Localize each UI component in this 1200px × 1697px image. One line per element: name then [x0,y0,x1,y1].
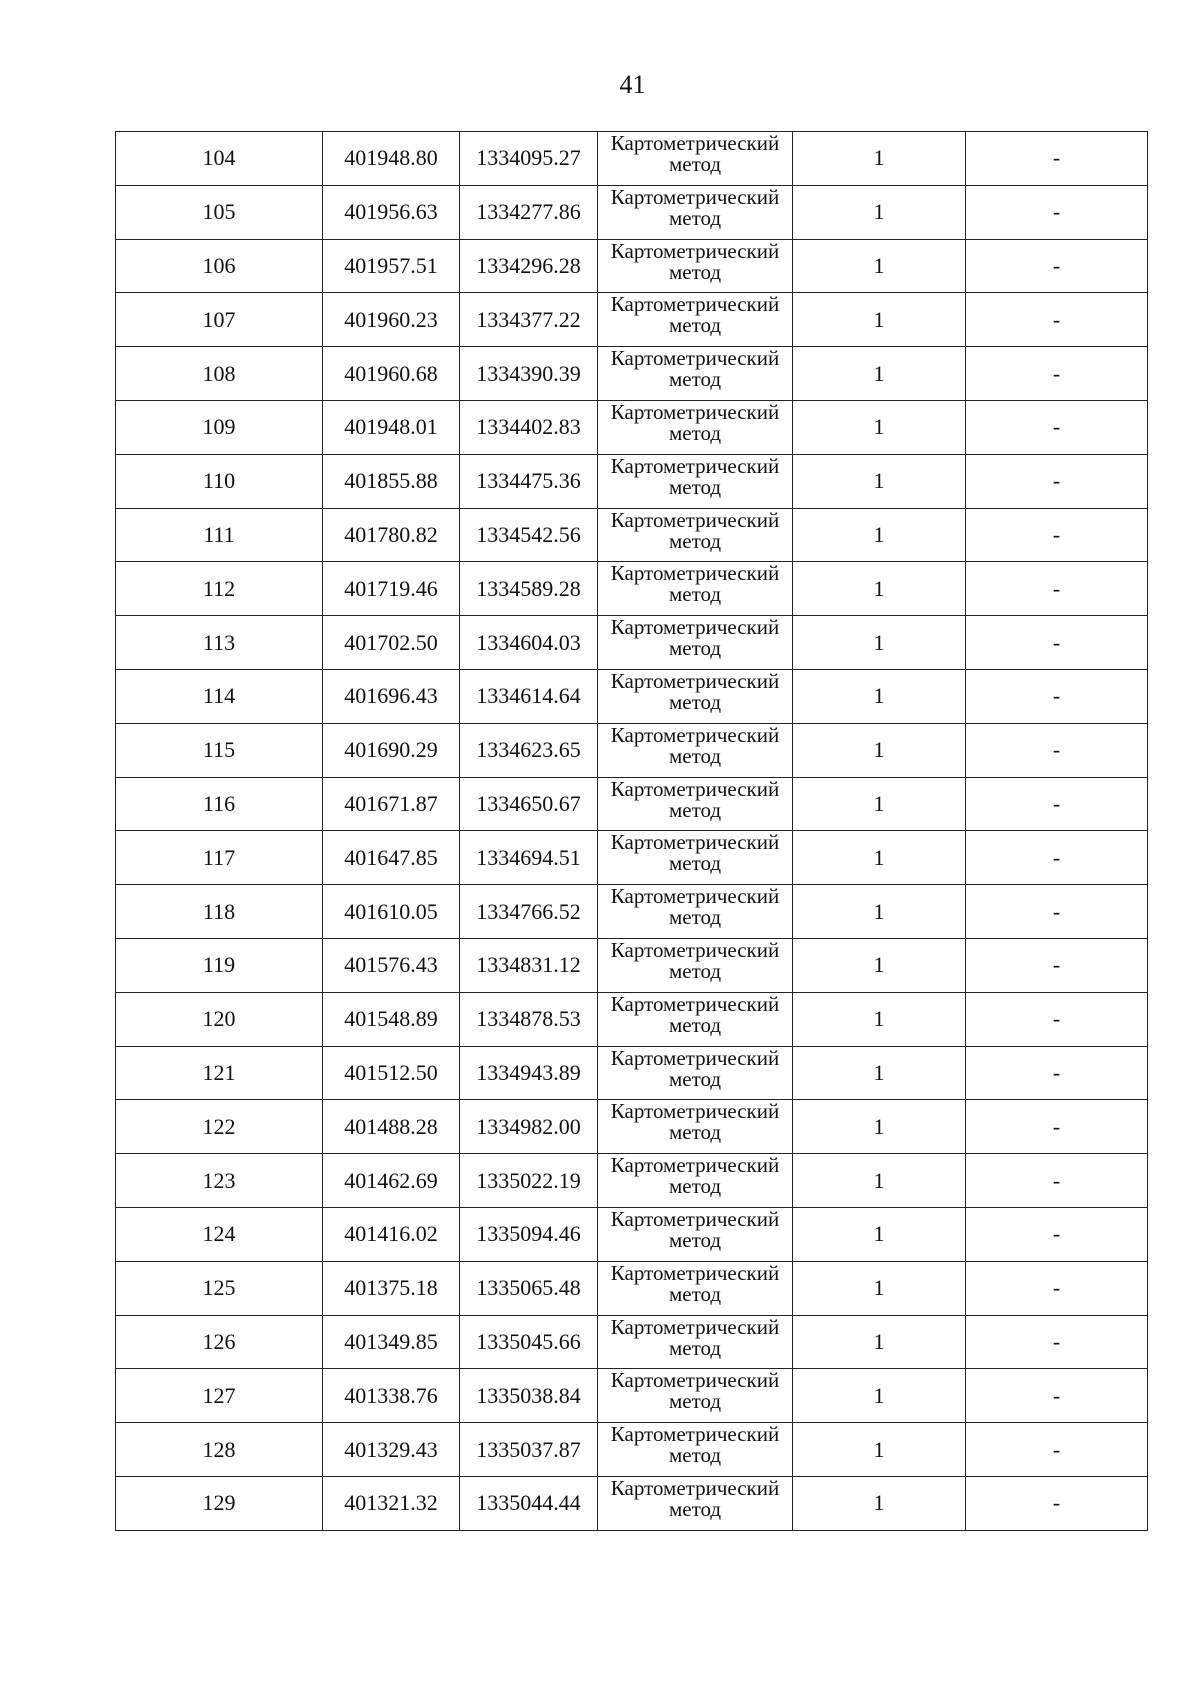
table-row [116,185,1148,239]
table-row [116,992,1148,1046]
method-line-1: Картометрический [610,292,780,317]
note-cell: - [966,562,1148,616]
accuracy-cell: 1 [793,1423,966,1477]
accuracy-cell: 1 [793,1154,966,1208]
method-cell [598,1154,793,1208]
point-number-cell: 116 [116,777,323,831]
coordinate-y-cell: 1334402.83 [460,400,598,454]
method-cell [598,1261,793,1315]
coordinate-x-cell: 401780.82 [323,508,460,562]
method-cell [598,239,793,293]
point-number-cell: 129 [116,1476,323,1530]
method-cell [598,185,793,239]
method-line-1: Картометрический [610,992,780,1016]
method-line-2: метод [668,1389,722,1414]
accuracy-cell: 1 [793,185,966,239]
method-line-1: Картометрический [610,346,780,371]
point-number-cell: 112 [116,562,323,616]
method-cell [598,1100,793,1154]
coordinate-x-cell: 401960.68 [323,347,460,401]
coordinate-x-cell: 401696.43 [323,669,460,723]
method-line-1: Картометрический [610,830,780,855]
note-cell: - [966,938,1148,992]
note-cell: - [966,1046,1148,1100]
method-line-1: Картометрический [610,723,780,747]
note-cell: - [966,1100,1148,1154]
method-line-2: метод [668,259,722,284]
method-line-1: Картометрический [610,615,780,640]
accuracy-cell: 1 [793,1476,966,1530]
table-row [116,562,1148,616]
coordinate-y-cell: 1335045.66 [460,1315,598,1369]
note-cell: - [966,1476,1148,1530]
coordinate-x-cell: 401488.28 [323,1100,460,1154]
coordinate-x-cell: 401702.50 [323,616,460,670]
point-number-cell: 113 [116,616,323,670]
table-row [116,400,1148,454]
method-line-1: Картометрический [610,508,780,532]
accuracy-cell: 1 [793,454,966,508]
table-row [116,723,1148,777]
coordinate-x-cell: 401948.01 [323,400,460,454]
coordinate-y-cell: 1335038.84 [460,1369,598,1423]
coordinate-y-cell: 1334095.27 [460,132,598,186]
point-number-cell: 107 [116,293,323,347]
coordinate-y-cell: 1334694.51 [460,831,598,885]
coordinate-x-cell: 401948.80 [323,132,460,186]
method-line-1: Картометрический [610,669,780,693]
point-number-cell: 125 [116,1261,323,1315]
coordinate-y-cell: 1334623.65 [460,723,598,777]
coordinate-x-cell: 401671.87 [323,777,460,831]
accuracy-cell: 1 [793,508,966,562]
accuracy-cell: 1 [793,347,966,401]
method-line-2: метод [668,1120,722,1145]
coordinate-y-cell: 1334878.53 [460,992,598,1046]
method-line-2: метод [668,528,722,553]
method-cell [598,400,793,454]
method-line-1: Картометрический [610,1099,780,1124]
note-cell: - [966,132,1148,186]
table-row [116,1261,1148,1315]
note-cell: - [966,293,1148,347]
coordinate-y-cell: 1334542.56 [460,508,598,562]
method-cell [598,1369,793,1423]
point-number-cell: 127 [116,1369,323,1423]
point-number-cell: 117 [116,831,323,885]
coordinate-x-cell: 401462.69 [323,1154,460,1208]
note-cell: - [966,885,1148,939]
coordinate-y-cell: 1335022.19 [460,1154,598,1208]
accuracy-cell: 1 [793,723,966,777]
table-row [116,132,1148,186]
note-cell: - [966,1315,1148,1369]
method-line-1: Картометрический [610,1261,780,1285]
table-row [116,777,1148,831]
method-line-2: метод [668,205,722,230]
table-row [116,1100,1148,1154]
table-row [116,1369,1148,1423]
method-cell [598,831,793,885]
method-line-1: Картометрический [610,454,780,478]
method-line-1: Картометрический [610,1153,780,1178]
table-row [116,293,1148,347]
method-cell [598,132,793,186]
table-row [116,1315,1148,1369]
point-number-cell: 124 [116,1207,323,1261]
method-line-1: Картометрический [610,1476,780,1500]
coordinate-y-cell: 1335044.44 [460,1476,598,1530]
table-row [116,347,1148,401]
coordinate-y-cell: 1335065.48 [460,1261,598,1315]
method-line-1: Картометрический [610,1422,780,1447]
coordinate-x-cell: 401375.18 [323,1261,460,1315]
accuracy-cell: 1 [793,1100,966,1154]
note-cell: - [966,1261,1148,1315]
method-cell [598,1207,793,1261]
method-cell [598,562,793,616]
method-line-2: метод [668,1012,722,1037]
method-line-2: метод [668,152,722,176]
method-line-2: метод [668,420,722,445]
table-row [116,1423,1148,1477]
point-number-cell: 126 [116,1315,323,1369]
method-cell [598,992,793,1046]
method-cell [598,454,793,508]
coordinate-y-cell: 1334296.28 [460,239,598,293]
accuracy-cell: 1 [793,400,966,454]
coordinate-x-cell: 401647.85 [323,831,460,885]
point-number-cell: 118 [116,885,323,939]
note-cell: - [966,777,1148,831]
accuracy-cell: 1 [793,1369,966,1423]
table-row [116,938,1148,992]
method-line-2: метод [668,313,722,338]
coordinate-x-cell: 401956.63 [323,185,460,239]
point-number-cell: 121 [116,1046,323,1100]
table-row [116,508,1148,562]
table-row [116,1154,1148,1208]
point-number-cell: 104 [116,132,323,186]
accuracy-cell: 1 [793,1046,966,1100]
page-number: 41 [619,70,646,99]
accuracy-cell: 1 [793,669,966,723]
coordinate-x-cell: 401960.23 [323,293,460,347]
coordinate-y-cell: 1334943.89 [460,1046,598,1100]
table-row [116,1207,1148,1261]
coordinate-x-cell: 401610.05 [323,885,460,939]
accuracy-cell: 1 [793,831,966,885]
coordinate-x-cell: 401548.89 [323,992,460,1046]
note-cell: - [966,1369,1148,1423]
method-cell [598,885,793,939]
accuracy-cell: 1 [793,777,966,831]
method-line-2: метод [668,367,722,392]
table-row [116,669,1148,723]
coordinate-y-cell: 1334475.36 [460,454,598,508]
method-cell [598,777,793,831]
table-row [116,454,1148,508]
coordinate-y-cell: 1334614.64 [460,669,598,723]
note-cell: - [966,1154,1148,1208]
method-line-1: Картометрический [610,185,780,209]
accuracy-cell: 1 [793,293,966,347]
coordinates-table-body [116,132,1148,1531]
method-line-1: Картометрический [610,884,780,909]
coordinates-table [115,131,1148,1531]
method-cell [598,723,793,777]
coordinate-x-cell: 401338.76 [323,1369,460,1423]
coordinate-y-cell: 1334982.00 [460,1100,598,1154]
method-cell [598,293,793,347]
coordinate-y-cell: 1334604.03 [460,616,598,670]
table-row [116,831,1148,885]
method-line-1: Картометрический [610,239,780,263]
method-cell [598,508,793,562]
coordinate-y-cell: 1334390.39 [460,347,598,401]
point-number-cell: 123 [116,1154,323,1208]
coordinate-x-cell: 401576.43 [323,938,460,992]
note-cell: - [966,616,1148,670]
method-line-2: метод [668,958,722,983]
table-row [116,1476,1148,1530]
table-row [116,885,1148,939]
method-line-2: метод [668,905,722,930]
method-line-1: Картометрический [610,400,780,424]
method-cell [598,1046,793,1100]
accuracy-cell: 1 [793,938,966,992]
coordinate-x-cell: 401957.51 [323,239,460,293]
method-line-2: метод [668,474,722,499]
coordinate-y-cell: 1334650.67 [460,777,598,831]
note-cell: - [966,185,1148,239]
accuracy-cell: 1 [793,992,966,1046]
note-cell: - [966,508,1148,562]
method-line-2: метод [668,1227,722,1252]
accuracy-cell: 1 [793,1207,966,1261]
coordinate-x-cell: 401719.46 [323,562,460,616]
point-number-cell: 128 [116,1423,323,1477]
accuracy-cell: 1 [793,616,966,670]
coordinate-y-cell: 1334831.12 [460,938,598,992]
method-cell [598,1423,793,1477]
coordinate-x-cell: 401512.50 [323,1046,460,1100]
point-number-cell: 109 [116,400,323,454]
point-number-cell: 110 [116,454,323,508]
point-number-cell: 108 [116,347,323,401]
coordinate-x-cell: 401321.32 [323,1476,460,1530]
note-cell: - [966,669,1148,723]
note-cell: - [966,992,1148,1046]
coordinate-x-cell: 401349.85 [323,1315,460,1369]
method-line-1: Картометрический [610,131,780,155]
coordinate-x-cell: 401855.88 [323,454,460,508]
method-line-1: Картометрический [610,1046,780,1070]
point-number-cell: 115 [116,723,323,777]
coordinate-y-cell: 1334377.22 [460,293,598,347]
method-line-2: метод [668,1443,722,1468]
method-line-1: Картометрический [610,1315,780,1339]
method-line-1: Картометрический [610,1368,780,1393]
coordinate-x-cell: 401416.02 [323,1207,460,1261]
method-cell [598,669,793,723]
coordinate-y-cell: 1334589.28 [460,562,598,616]
method-line-1: Картометрический [610,938,780,962]
point-number-cell: 105 [116,185,323,239]
method-cell [598,938,793,992]
accuracy-cell: 1 [793,239,966,293]
table-row [116,239,1148,293]
accuracy-cell: 1 [793,1261,966,1315]
note-cell: - [966,347,1148,401]
point-number-cell: 119 [116,938,323,992]
point-number-cell: 111 [116,508,323,562]
note-cell: - [966,1207,1148,1261]
method-line-2: метод [668,1174,722,1199]
note-cell: - [966,454,1148,508]
note-cell: - [966,239,1148,293]
coordinate-y-cell: 1334766.52 [460,885,598,939]
note-cell: - [966,723,1148,777]
method-line-2: метод [668,582,722,607]
method-line-2: метод [668,1496,722,1521]
accuracy-cell: 1 [793,562,966,616]
coordinate-x-cell: 401329.43 [323,1423,460,1477]
coordinate-y-cell: 1335037.87 [460,1423,598,1477]
point-number-cell: 114 [116,669,323,723]
note-cell: - [966,831,1148,885]
accuracy-cell: 1 [793,1315,966,1369]
method-line-2: метод [668,851,722,876]
method-cell [598,347,793,401]
table-row [116,616,1148,670]
coordinate-y-cell: 1334277.86 [460,185,598,239]
method-line-2: метод [668,797,722,822]
method-cell [598,1476,793,1530]
method-cell [598,1315,793,1369]
table-row [116,1046,1148,1100]
method-line-2: метод [668,636,722,661]
accuracy-cell: 1 [793,132,966,186]
point-number-cell: 122 [116,1100,323,1154]
coordinate-y-cell: 1335094.46 [460,1207,598,1261]
method-line-2: метод [668,743,722,768]
note-cell: - [966,1423,1148,1477]
method-line-1: Картометрический [610,561,780,586]
coordinate-x-cell: 401690.29 [323,723,460,777]
note-cell: - [966,400,1148,454]
method-line-1: Картометрический [610,1207,780,1231]
method-line-2: метод [668,1335,722,1360]
method-line-2: метод [668,1281,722,1306]
point-number-cell: 120 [116,992,323,1046]
method-line-1: Картометрический [610,777,780,801]
point-number-cell: 106 [116,239,323,293]
accuracy-cell: 1 [793,885,966,939]
method-cell [598,616,793,670]
method-line-2: метод [668,1066,722,1091]
method-line-2: метод [668,689,722,714]
